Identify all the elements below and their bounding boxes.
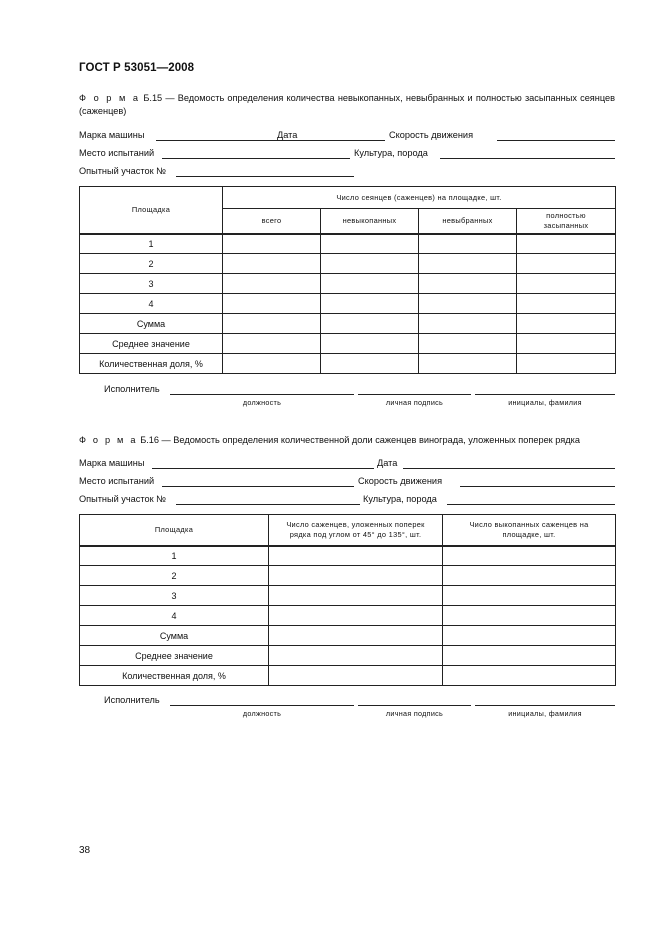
form-b16-table	[79, 514, 616, 686]
line-plot	[176, 504, 360, 505]
table-row-label: 3	[80, 586, 269, 606]
line-date	[302, 140, 385, 141]
line-machine	[152, 468, 374, 469]
table-row-label: Среднее значение	[80, 334, 223, 354]
label-executor: Исполнитель	[104, 695, 160, 705]
table-row-label: 2	[80, 566, 269, 586]
form-b15-row-place	[79, 148, 619, 162]
cell[interactable]	[223, 354, 321, 374]
form-b15-row-plot	[79, 166, 619, 180]
label-plot: Опытный участок №	[79, 166, 167, 176]
cell[interactable]	[223, 274, 321, 294]
label-executor: Исполнитель	[104, 384, 160, 394]
cell[interactable]	[443, 546, 616, 566]
table-row-label: 4	[80, 294, 223, 314]
label-machine: Марка машины	[79, 458, 145, 468]
cell[interactable]	[443, 606, 616, 626]
cell[interactable]	[517, 314, 616, 334]
cell[interactable]	[419, 234, 517, 254]
label-crop: Культура, порода	[363, 494, 437, 504]
cell[interactable]	[419, 354, 517, 374]
label-plot: Опытный участок №	[79, 494, 167, 504]
cell[interactable]	[419, 274, 517, 294]
caption-name: инициалы, фамилия	[508, 398, 582, 407]
col-area-header: Площадка	[80, 187, 223, 234]
cell[interactable]	[419, 314, 517, 334]
cell[interactable]	[419, 334, 517, 354]
form-label: Ф о р м а	[79, 435, 138, 445]
cell[interactable]	[517, 294, 616, 314]
cell[interactable]	[443, 586, 616, 606]
cell[interactable]	[223, 294, 321, 314]
line-position	[170, 705, 354, 706]
form-b16-title	[79, 434, 615, 447]
page-number: 38	[79, 845, 91, 856]
line-crop	[447, 504, 615, 505]
cell[interactable]	[321, 314, 419, 334]
label-place: Место испытаний	[79, 476, 155, 486]
label-machine: Марка машины	[79, 130, 145, 140]
cell[interactable]	[321, 274, 419, 294]
form-title-text: Б.15 — Ведомость определения количества невыкопанных, невыбранных и полностью засыпанных сеянцев (саженцев)	[79, 93, 615, 116]
label-place: Место испытаний	[79, 148, 155, 158]
line-crop	[440, 158, 615, 159]
line-plot	[176, 176, 354, 177]
form-b15-table	[79, 186, 616, 374]
form-b15-title	[79, 92, 615, 118]
cell[interactable]	[223, 254, 321, 274]
cell[interactable]	[517, 334, 616, 354]
document-header: ГОСТ Р 53051—2008	[79, 62, 195, 74]
label-speed: Скорость движения	[358, 476, 443, 486]
cell[interactable]	[443, 646, 616, 666]
form-label: Ф о р м а	[79, 93, 141, 103]
subcol-total: всего	[223, 209, 321, 234]
cell[interactable]	[419, 254, 517, 274]
subcol-unpicked: невыбранных	[419, 209, 517, 234]
cell[interactable]	[223, 334, 321, 354]
form-b16-signature	[104, 695, 619, 709]
line-speed	[460, 486, 615, 487]
label-speed: Скорость движения	[389, 130, 474, 140]
line-position	[170, 394, 354, 395]
form-title-text: Б.16 — Ведомость определения количественной доли саженцев винограда, уложенных поперек рядка	[140, 435, 580, 445]
table-row-label: Сумма	[80, 626, 269, 646]
caption-sign: личная подпись	[385, 709, 444, 718]
cell[interactable]	[223, 234, 321, 254]
subcol-undug: невыкопанных	[321, 209, 419, 234]
table-row-label: Сумма	[80, 314, 223, 334]
cell[interactable]	[419, 294, 517, 314]
subcol-buried: полностью засыпанных	[517, 209, 616, 234]
line-sign	[358, 394, 471, 395]
cell[interactable]	[269, 586, 443, 606]
table-row-label: 3	[80, 274, 223, 294]
table-row-label: Среднее значение	[80, 646, 269, 666]
form-b16-row-place	[79, 476, 619, 490]
col-group-header: Число сеянцев (саженцев) на площадке, шт.	[223, 187, 616, 209]
label-crop: Культура, порода	[354, 148, 428, 158]
line-sign	[358, 705, 471, 706]
line-speed	[497, 140, 615, 141]
line-name	[475, 705, 615, 706]
cell[interactable]	[321, 294, 419, 314]
cell[interactable]	[321, 254, 419, 274]
line-date	[403, 468, 615, 469]
table-row-label: Количественная доля, %	[80, 666, 269, 686]
cell[interactable]	[517, 254, 616, 274]
cell[interactable]	[269, 566, 443, 586]
form-b15-signature	[104, 384, 619, 398]
col-across-header: Число саженцев, уложенных поперек рядка под углом от 45° до 135°, шт.	[269, 515, 443, 546]
line-place	[162, 486, 354, 487]
cell[interactable]	[269, 606, 443, 626]
cell[interactable]	[443, 566, 616, 586]
cell[interactable]	[223, 314, 321, 334]
form-b15-row-machine	[79, 130, 619, 144]
cell[interactable]	[269, 626, 443, 646]
caption-sign: личная подпись	[385, 398, 444, 407]
caption-position: должность	[242, 709, 282, 718]
label-date: Дата	[377, 458, 398, 468]
cell[interactable]	[321, 354, 419, 374]
form-b16-row-machine	[79, 458, 619, 472]
cell[interactable]	[443, 626, 616, 646]
form-b16-row-plot	[79, 494, 619, 508]
cell[interactable]	[517, 354, 616, 374]
col-dug-header: Число выкопанных саженцев на площадке, шт.	[443, 515, 616, 546]
caption-position: должность	[242, 398, 282, 407]
col-area-header: Площадка	[80, 515, 269, 546]
cell[interactable]	[321, 334, 419, 354]
table-row-label: 1	[80, 546, 269, 566]
caption-name: инициалы, фамилия	[508, 709, 582, 718]
table-row-label: 4	[80, 606, 269, 626]
cell[interactable]	[269, 546, 443, 566]
cell[interactable]	[443, 666, 616, 686]
cell[interactable]	[517, 274, 616, 294]
table-row-label: Количественная доля, %	[80, 354, 223, 374]
table-row-label: 1	[80, 234, 223, 254]
cell[interactable]	[269, 646, 443, 666]
line-name	[475, 394, 615, 395]
table-row-label: 2	[80, 254, 223, 274]
cell[interactable]	[517, 234, 616, 254]
cell[interactable]	[269, 666, 443, 686]
cell[interactable]	[321, 234, 419, 254]
line-place	[162, 158, 350, 159]
label-date: Дата	[277, 130, 298, 140]
